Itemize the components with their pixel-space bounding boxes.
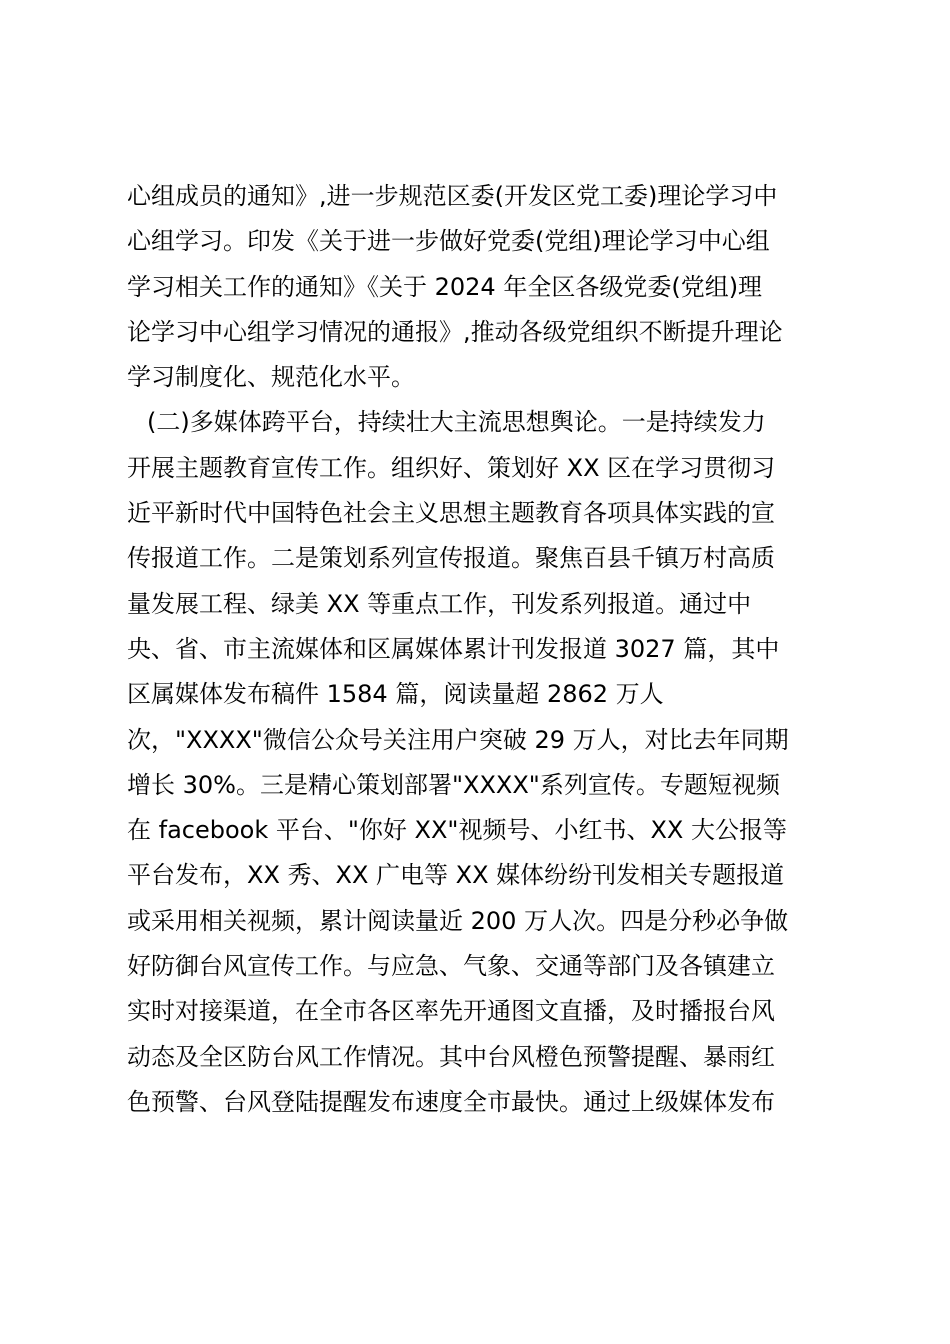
text-line: 增长 30%。三是精心策划部署"XXXX"系列宣传。专题短视频 (127, 770, 780, 799)
text-line: 学习相关工作的通知》《关于 2024 年全区各级党委(党组)理 (127, 272, 763, 301)
text-line: 平台发布，XX 秀、XX 广电等 XX 媒体纷纷刊发相关专题报道 (127, 861, 785, 890)
text-line: 区属媒体发布稿件 1584 篇，阅读量超 2862 万人 (127, 680, 664, 709)
text-line: 心组学习。印发《关于进一步做好党委(党组)理论学习中心组 (127, 227, 770, 256)
section-heading-line: (二)多媒体跨平台，持续壮大主流思想舆论。一是持续发力 (147, 408, 766, 437)
text-line: 传报道工作。二是策划系列宣传报道。聚焦百县千镇万村高质 (127, 544, 775, 573)
text-line: 央、省、市主流媒体和区属媒体累计刊发报道 3027 篇，其中 (127, 634, 780, 663)
text-line: 动态及全区防台风工作情况。其中台风橙色预警提醒、暴雨红 (127, 1042, 775, 1071)
text-line: 近平新时代中国特色社会主义思想主题教育各项具体实践的宣 (127, 499, 775, 528)
text-line: 色预警、台风登陆提醒发布速度全市最快。通过上级媒体发布 (127, 1087, 775, 1116)
text-line: 学习制度化、规范化水平。 (127, 363, 415, 392)
body-text (127, 174, 847, 1125)
text-line: 论学习中心组学习情况的通报》,推动各级党组织不断提升理论 (127, 317, 783, 346)
text-line: 或采用相关视频，累计阅读量近 200 万人次。四是分秒必争做 (127, 906, 789, 935)
text-line: 次，"XXXX"微信公众号关注用户突破 29 万人，对比去年同期 (127, 725, 789, 754)
text-line: 开展主题教育宣传工作。组织好、策划好 XX 区在学习贯彻习 (127, 453, 776, 482)
text-line: 好防御台风宣传工作。与应急、气象、交通等部门及各镇建立 (127, 952, 775, 981)
text-line: 量发展工程、绿美 XX 等重点工作，刊发系列报道。通过中 (127, 589, 752, 618)
text-line: 实时对接渠道，在全市各区率先开通图文直播，及时播报台风 (127, 997, 775, 1026)
text-line: 在 facebook 平台、"你好 XX"视频号、小红书、XX 大公报等 (127, 816, 787, 845)
text-line: 心组成员的通知》,进一步规范区委(开发区党工委)理论学习中 (127, 182, 778, 210)
